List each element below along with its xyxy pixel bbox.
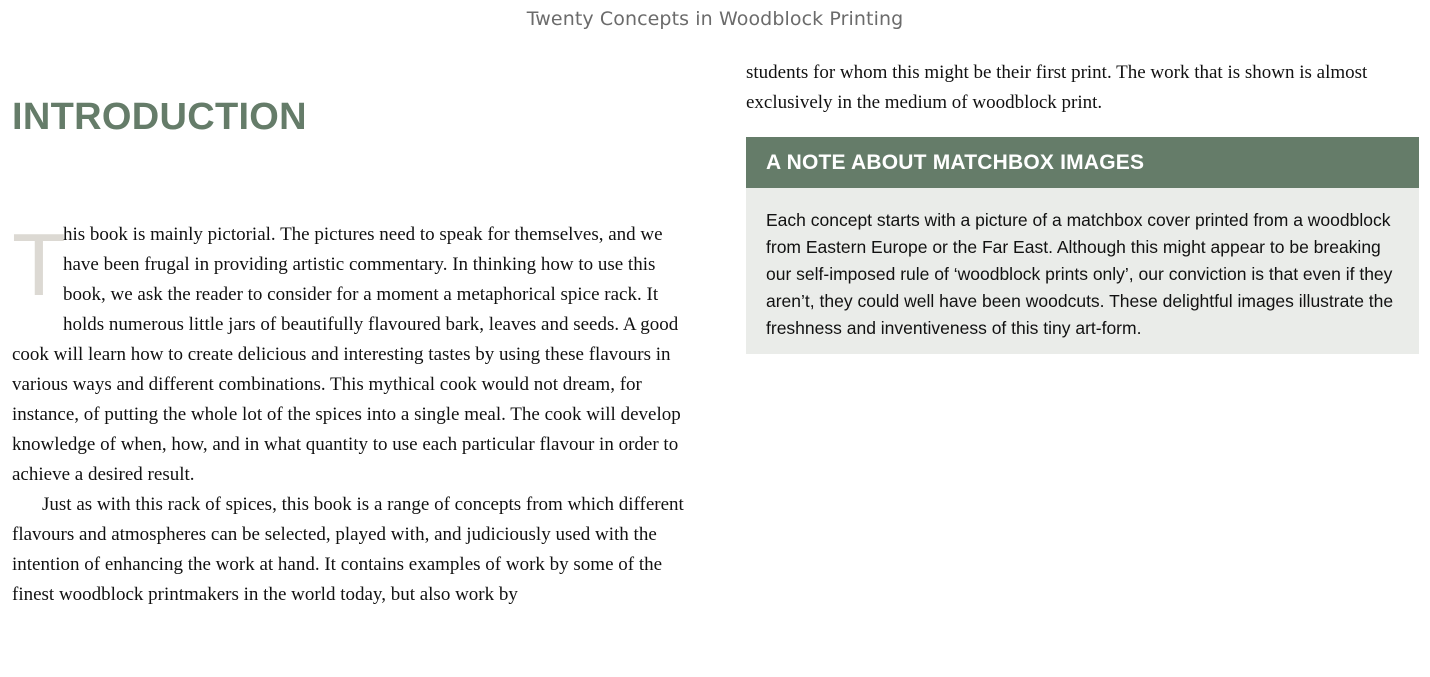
note-title: A NOTE ABOUT MATCHBOX IMAGES bbox=[766, 150, 1145, 174]
note-body: Each concept starts with a picture of a matchbox cover printed from a woodblock from Eastern Europe or the Far East. Although this might appear to be breaking our self-imposed rule of ‘woodblock prints only’, our conviction is that even if they aren’t, they could well have been woodcuts. These delightful images illustrate the freshness and inventiveness of this tiny art-form. bbox=[766, 210, 1394, 338]
running-title: Twenty Concepts in Woodblock Printing bbox=[526, 8, 904, 30]
note-header bbox=[746, 137, 1419, 188]
intro-paragraph-2: Just as with this rack of spices, this book is a range of concepts from which different flavours and atmospheres can be selected, played with, and judiciously used with the intention of enhancing the work at hand. It contains examples of work by some of the finest woodblock printmakers in the world today, but also work by bbox=[12, 494, 684, 605]
note-sidebar-box bbox=[746, 137, 1419, 354]
continued-paragraph: students for whom this might be their first print. The work that is shown is almost exclusively in the medium of woodblock print. bbox=[746, 62, 1368, 113]
intro-paragraph-1-text: his book is mainly pictorial. The pictures need to speak for themselves, and we have been frugal in providing artistic commentary. In thinking how to use this book, we ask the reader to consider for a moment a metaphorical spice rack. It holds numerous little jars of beautifully flavoured bark, leaves and seeds. A good cook will learn how to create delicious and interesting tastes by using these flavours in various ways and different combinations. This mythical cook would not dream, for instance, of putting the whole lot of the spices into a single meal. The cook will develop knowledge of when, how, and in what quantity to use each particular flavour in order to achieve a desired result. bbox=[12, 224, 681, 485]
intro-paragraph-1 bbox=[12, 215, 688, 490]
chapter-heading: INTRODUCTION bbox=[12, 96, 307, 138]
drop-cap: T bbox=[12, 215, 66, 314]
